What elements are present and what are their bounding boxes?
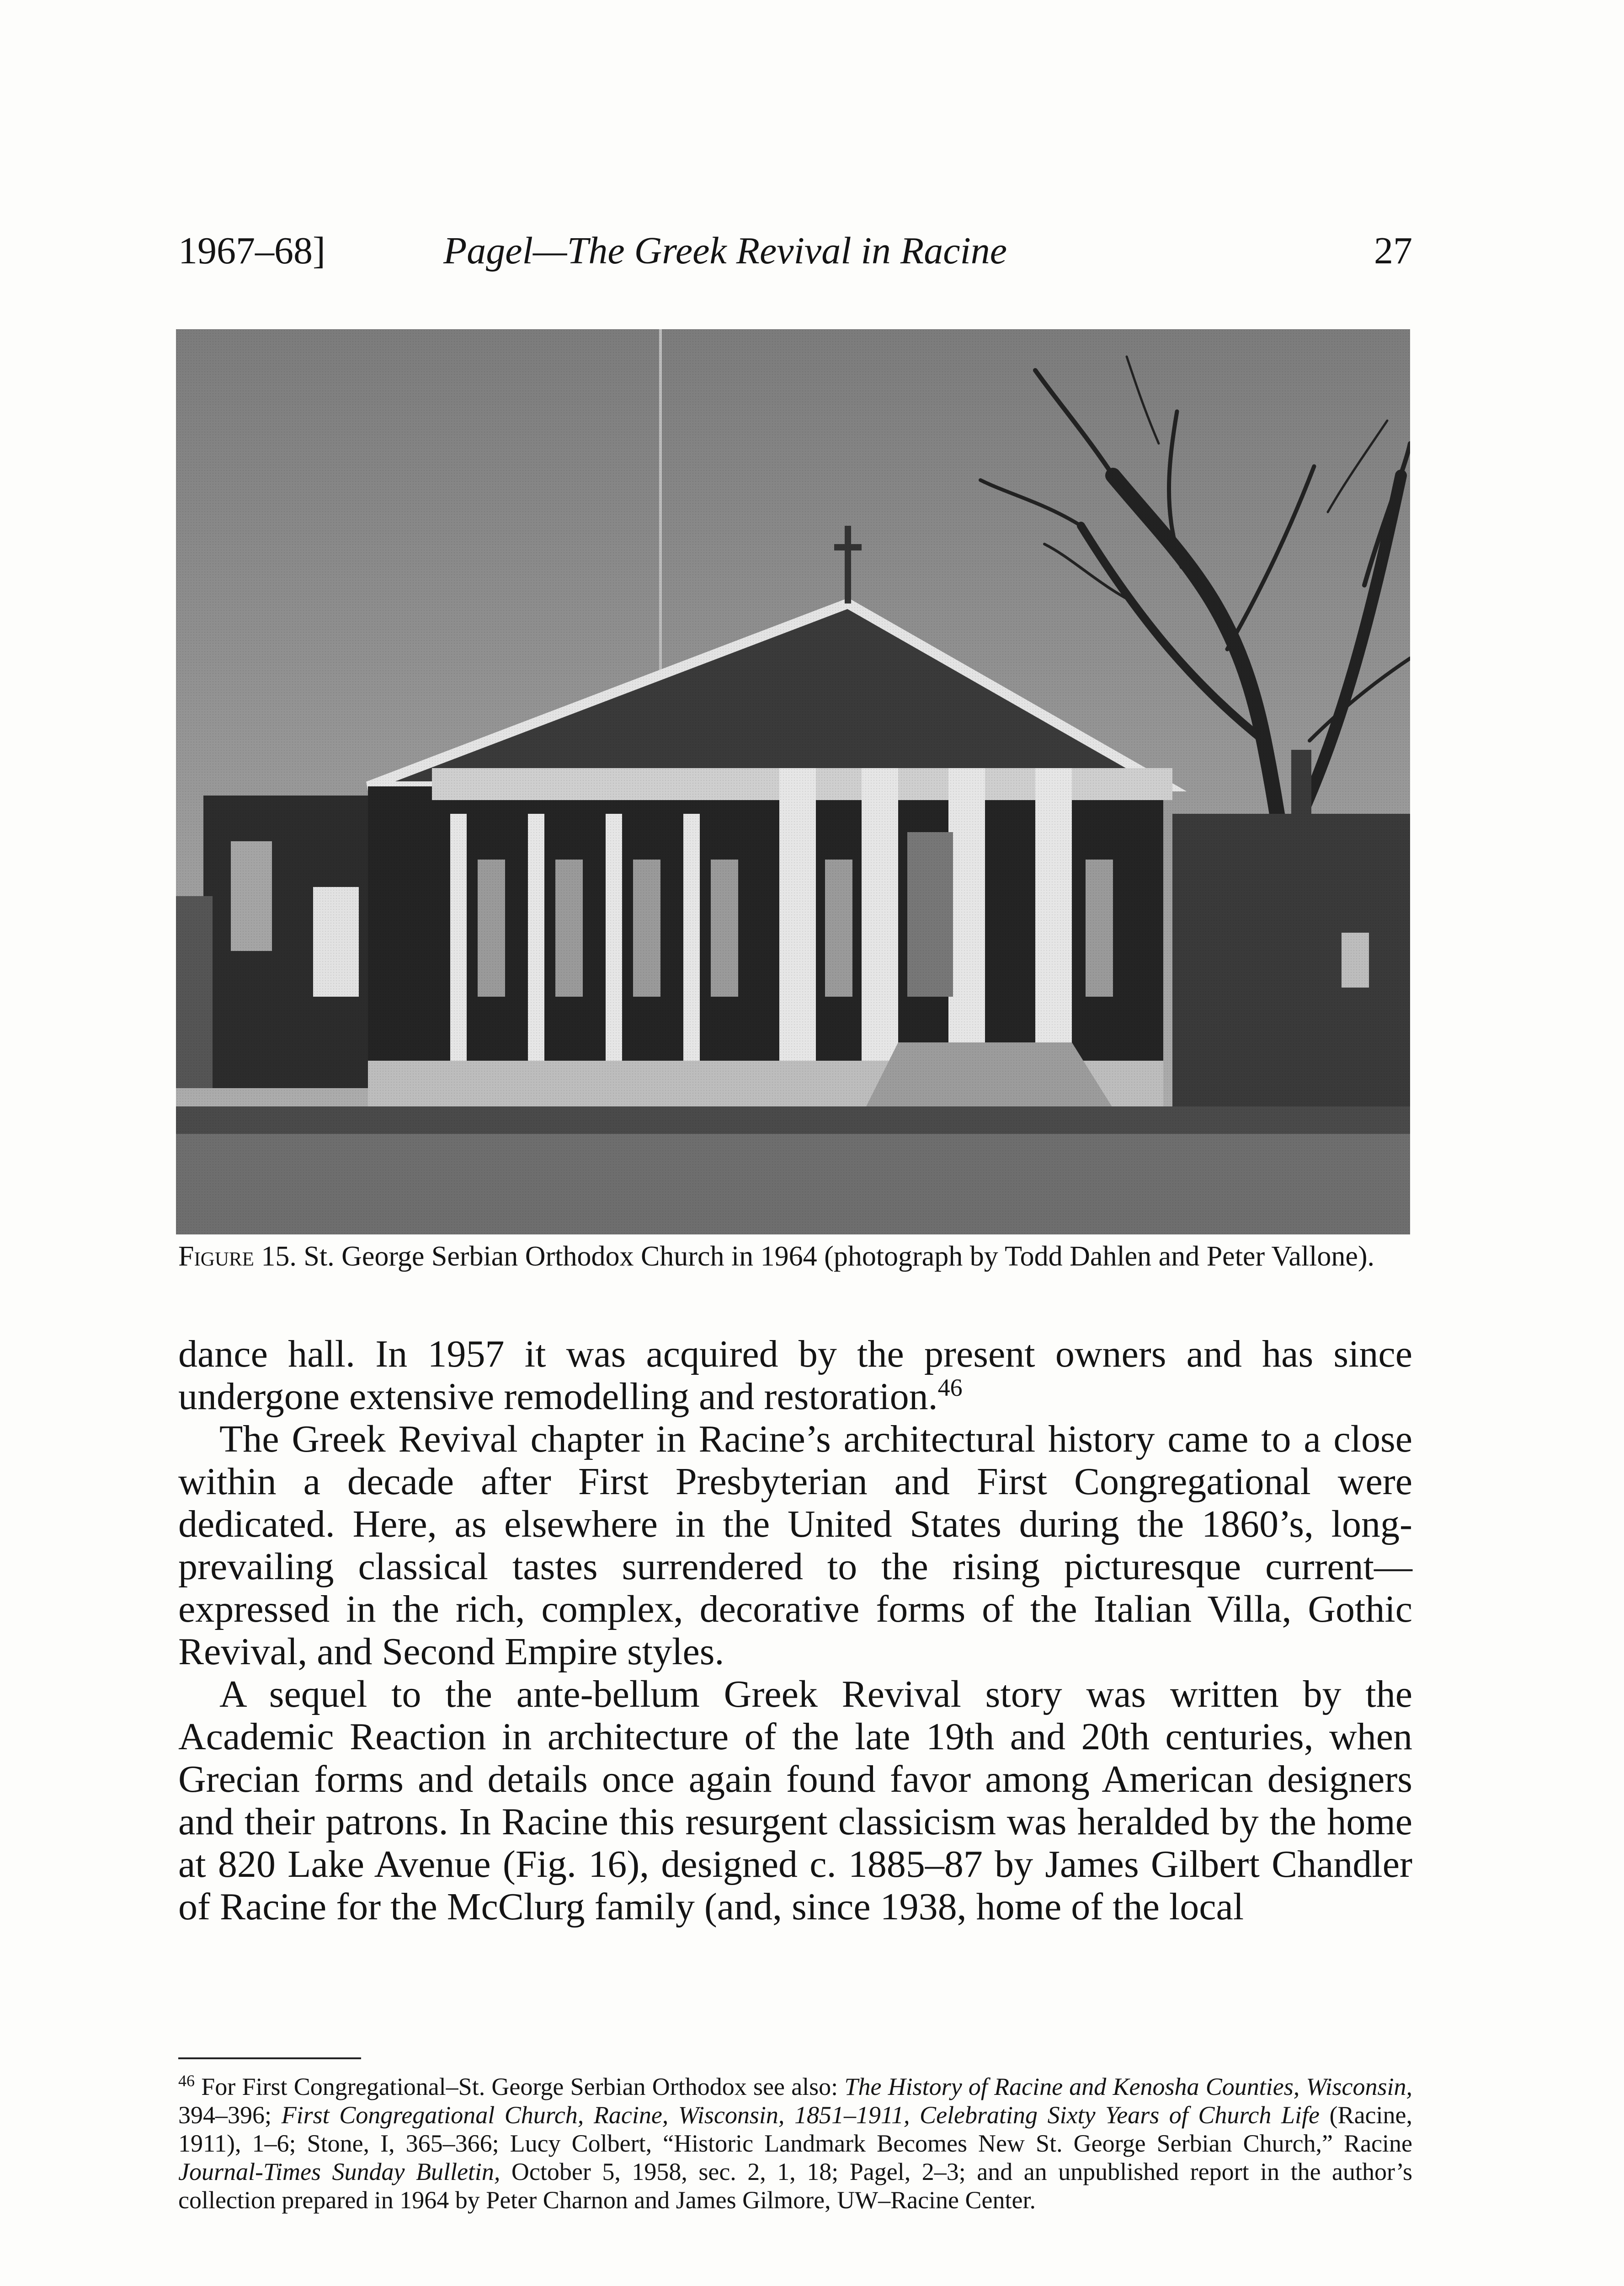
footnote-text: For First Congregational–St. George Serbian Orthodox see also: (195, 2073, 845, 2100)
footnote-text: October 5, 1958, sec. 2, 1, 18; Pagel, 2–3; and an unpublished report in the author’s collection prepared in 1964 by Peter Charnon and James Gilmore, UW–Racine Center. (178, 2158, 1413, 2214)
footnote-divider (178, 2057, 361, 2059)
paragraph (178, 1333, 1412, 1418)
caption-text: St. George Serbian Orthodox Church in 1964 (photograph by Todd Dahlen and Peter Vallone). (296, 1241, 1375, 1272)
figure-label: Figure 15. (178, 1241, 297, 1272)
footnote-text: 394–396; (178, 2101, 282, 2129)
footnote-reference: 46 (937, 1374, 963, 1401)
page-number: 27 (1374, 230, 1412, 272)
article-body (178, 1333, 1412, 1928)
figure-caption (178, 1239, 1412, 1274)
footnote-text: (Racine, 1911), 1–6; Stone, I, 365–366; Lucy Colbert, “Historic Landmark Becomes New St. George Serbian Church,” Racine (178, 2101, 1412, 2157)
paragraph-text: dance hall. In 1957 it was acquired by the present owners and has since undergone extensive remodelling and restoration. (178, 1333, 1412, 1418)
church-photograph (176, 329, 1410, 1234)
paragraph: A sequel to the ante-bellum Greek Revival story was written by the Academic Reaction in architecture of the late 19th and 20th centuries, when Grecian forms and details once again found favor among American designers and their patrons. In Racine this resurgent classicism was heralded by the home at 820 Lake Avenue (Fig. 16), designed c. 1885–87 by James Gilbert Chandler of Racine for the McClurg family (and, since 1938, home of the local (178, 1673, 1412, 1928)
running-title: Pagel—The Greek Revival in Racine (443, 230, 1007, 272)
footnote-title: Journal-Times Sunday Bulletin, (178, 2158, 501, 2185)
footnote (178, 2067, 1412, 2214)
footnote-title: The History of Racine and Kenosha Counties, Wisconsin, (844, 2073, 1412, 2100)
volume-years: 1967–68] (178, 230, 325, 272)
footnote-title: First Congregational Church, Racine, Wisconsin, 1851–1911, Celebrating Sixty Years of Church Life (281, 2101, 1320, 2129)
running-header (178, 215, 1412, 279)
footnote-number: 46 (178, 2072, 195, 2090)
paragraph: The Greek Revival chapter in Racine’s architectural history came to a close within a decade after First Presbyterian and First Congregational were dedicated. Here, as elsewhere in the United States during the 1860’s, long-prevailing classical tastes surrendered to the rising picturesque current—expressed in the rich, complex, decorative forms of the Italian Villa, Gothic Revival, and Second Empire styles. (178, 1418, 1412, 1673)
